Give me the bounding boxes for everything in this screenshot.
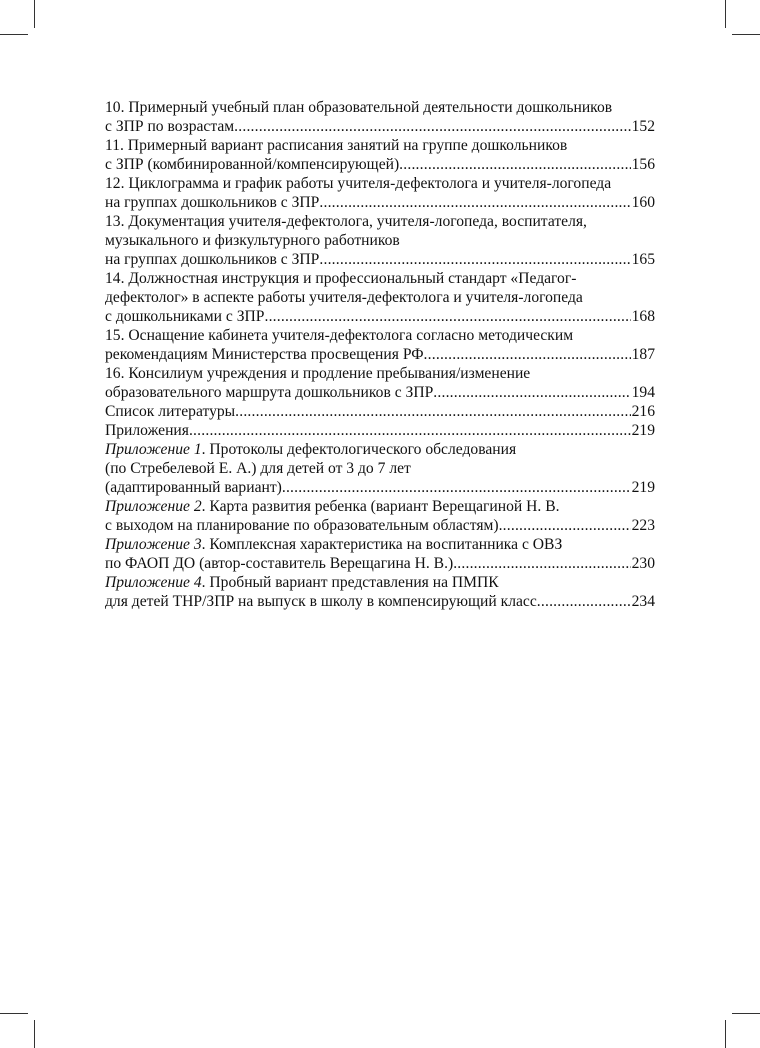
toc-page-number: 156 [631,156,655,173]
toc-entry-line: 13. Документация учителя-дефектолога, учителя-логопеда, воспитателя, [105,213,587,230]
toc-entry-11[interactable] [105,136,655,174]
toc-page-number: 160 [631,194,655,211]
toc-entry-text: с ЗПР (комбинированной/компенсирующей) [105,156,400,173]
toc-entry-line: 12. Циклограмма и график работы учителя-дефектолога и учителя-логопеда [105,175,612,192]
toc-page-number: 194 [631,384,655,401]
toc-entry-text: по ФАОП ДО (автор-составитель Верещагина Н. В.) [105,555,454,572]
toc-entry-text: с дошкольниками с ЗПР [105,308,265,325]
toc-page-number: 219 [631,422,655,439]
toc-entry-bibliography[interactable] [105,402,655,421]
toc-page-number: 187 [631,346,655,363]
toc-entry-line: 11. Примерный вариант расписания занятий на группе дошкольников [105,137,568,154]
toc-entry-first-line [105,535,655,554]
toc-leader-dots [453,554,630,573]
toc-entry-line: 16. Консилиум учреждения и продление пребывания/изменение [105,365,531,382]
toc-entry-13[interactable] [105,212,655,269]
toc-entry-first-line [105,573,655,592]
toc-leader-dots [319,250,630,269]
toc-entry-last-line [105,516,655,535]
table-of-contents [105,98,655,611]
toc-entry-last-line [105,155,655,174]
toc-entry-10[interactable] [105,98,655,136]
crop-mark-bottom-left-h [0,1013,28,1014]
toc-entry-line: музыкального и физкультурного работников [105,232,400,249]
toc-entry-last-line [105,383,655,402]
toc-entry-last-line [105,402,655,421]
toc-entry-last-line [105,117,655,136]
toc-entry-last-line [105,554,655,573]
toc-entry-text: с ЗПР по возрастам [105,118,235,135]
toc-leader-dots [264,307,630,326]
toc-entry-12[interactable] [105,174,655,212]
toc-page-number: 230 [631,555,655,572]
toc-entry-text: (адаптированный вариант) [105,479,282,496]
toc-leader-dots [282,478,631,497]
toc-entry-16[interactable] [105,364,655,402]
toc-page-number: 234 [631,593,655,610]
toc-leader-dots [433,383,630,402]
toc-entry-appendix-2[interactable] [105,497,655,535]
crop-mark-top-left-h [0,34,28,35]
toc-entry-last-line [105,592,655,611]
crop-mark-top-right [725,0,726,28]
toc-entry-text: на группах дошкольников с ЗПР [105,194,320,211]
toc-entry-text: Приложения [105,422,189,439]
toc-leader-dots [234,117,630,136]
toc-entry-line: 15. Оснащение кабинета учителя-дефектолога согласно методическим [105,327,574,344]
toc-entry-last-line [105,345,655,364]
toc-entry-appendix-4[interactable] [105,573,655,611]
toc-entry-text: образовательного маршрута дошкольников с ЗПР [105,384,434,401]
crop-mark-bottom-left [34,1020,35,1048]
toc-entry-14[interactable] [105,269,655,326]
toc-entry-last-line [105,193,655,212]
toc-page-number: 168 [631,308,655,325]
toc-entry-line: (по Стребелевой Е. А.) для детей от 3 до 7 лет [105,460,411,477]
toc-page-number: 219 [631,479,655,496]
toc-page-number: 216 [631,403,655,420]
appendix-label: Приложение 3 [105,536,202,553]
toc-entry-line: 10. Примерный учебный план образовательной деятельности дошкольников [105,99,613,116]
toc-leader-dots [319,193,630,212]
crop-mark-top-right-h [732,34,760,35]
toc-entry-line: 14. Должностная инструкция и профессиональный стандарт «Педагог- [105,270,577,287]
toc-page-number: 223 [631,517,655,534]
toc-entry-text: для детей ТНР/ЗПР на выпуск в школу в компенсирующий класс [105,593,537,610]
toc-entry-last-line [105,250,655,269]
toc-entry-line: дефектолог» в аспекте работы учителя-дефектолога и учителя-логопеда [105,289,583,306]
toc-leader-dots [189,421,631,440]
crop-mark-top-left [34,0,35,28]
toc-entry-text: Список литературы [105,403,236,420]
appendix-label: Приложение 4 [105,574,202,591]
toc-entry-first-line [105,497,655,516]
toc-leader-dots [499,516,631,535]
appendix-label: Приложение 1 [105,441,202,458]
toc-leader-dots [424,345,631,364]
toc-entry-text: . Комплексная характеристика на воспитанника с ОВЗ [201,536,563,553]
toc-entry-15[interactable] [105,326,655,364]
crop-mark-bottom-right [725,1020,726,1048]
toc-entry-text: рекомендациям Министерства просвещения РФ [105,346,424,363]
crop-mark-bottom-right-h [732,1013,760,1014]
toc-entry-last-line [105,478,655,497]
toc-entry-text: . Пробный вариант представления на ПМПК [201,574,499,591]
toc-entry-last-line [105,421,655,440]
toc-entry-first-line [105,440,655,459]
toc-entry-text: . Карта развития ребенка (вариант Верещагиной Н. В. [201,498,560,515]
toc-leader-dots [235,402,630,421]
toc-page-number: 152 [631,118,655,135]
toc-entry-text: с выходом на планирование по образовательным областям) [105,517,499,534]
appendix-label: Приложение 2 [105,498,202,515]
toc-leader-dots [537,592,631,611]
toc-entry-appendix-3[interactable] [105,535,655,573]
toc-entry-appendices[interactable] [105,421,655,440]
toc-entry-text: на группах дошкольников с ЗПР [105,251,320,268]
toc-entry-appendix-1[interactable] [105,440,655,497]
toc-entry-last-line [105,307,655,326]
toc-leader-dots [399,155,630,174]
toc-page-number: 165 [631,251,655,268]
toc-entry-text: . Протоколы дефектологического обследования [201,441,517,458]
